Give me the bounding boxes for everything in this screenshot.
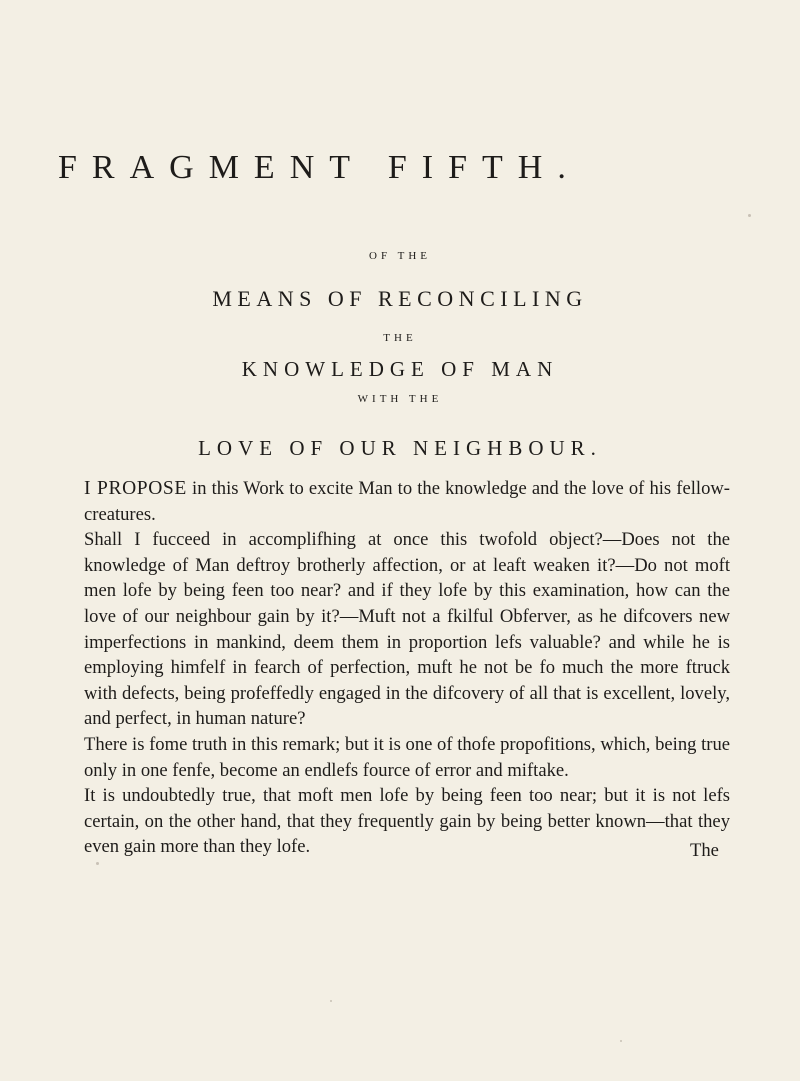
subtitle-line-the: THE <box>383 332 417 344</box>
paper-speck <box>330 1000 332 1002</box>
paragraph-2 <box>84 527 730 732</box>
paper-speck <box>748 214 751 217</box>
fragment-title: FRAGMENT FIFTH. <box>58 149 581 186</box>
subtitle-line-means: MEANS OF RECONCILING <box>212 286 588 311</box>
subtitle-line-with-the: WITH THE <box>357 393 443 405</box>
subtitle-line-of-the: OF THE <box>369 250 431 262</box>
paragraph-3 <box>84 732 730 783</box>
body-text <box>84 476 730 860</box>
catchword: The <box>690 840 719 861</box>
paragraph-3-text: There is fome truth in this remark; but it is one of thofe propofitions, which, being true only in one fenfe, become an endlefs fource of error and miftake. <box>84 733 730 781</box>
paper-speck <box>96 862 99 865</box>
paragraph-1 <box>84 476 730 527</box>
paragraph-1-text: in this Work to excite Man to the knowledge and the love of his fellow-creatures. <box>84 478 731 525</box>
paper-speck <box>620 1040 622 1042</box>
paragraph-4 <box>84 783 730 860</box>
paragraph-2-text: Shall I fucceed in accomplifhing at once this twofold object?—Does not the knowledge of Man deftroy brotherly affection, or at leaft weaken it?—Do not moft men lofe by being feen too near? and if they lofe by this examination, how can the love of our neighbour gain by it?—Muft not a fkilful Obferver, as he difcovers new imperfections in mankind, deem them in proportion lefs valuable? and while he is employing himfelf in fearch of perfection, muft he not be fo much the more ftruck with defects, being profeffedly engaged in the difcovery of all that is excellent, lovely, and perfect, in human nature? <box>84 529 730 730</box>
subtitle-line-knowledge: KNOWLEDGE OF MAN <box>241 357 559 381</box>
paragraph-1-lead: I PROPOSE <box>84 478 187 499</box>
paragraph-4-text: It is undoubtedly true, that moft men lofe by being feen too near; but it is not lefs certain, on the other hand, that they frequently gain by being better known—that they even gain more than they lofe. <box>84 785 730 858</box>
subtitle-line-love: LOVE OF OUR NEIGHBOUR. <box>198 436 602 460</box>
